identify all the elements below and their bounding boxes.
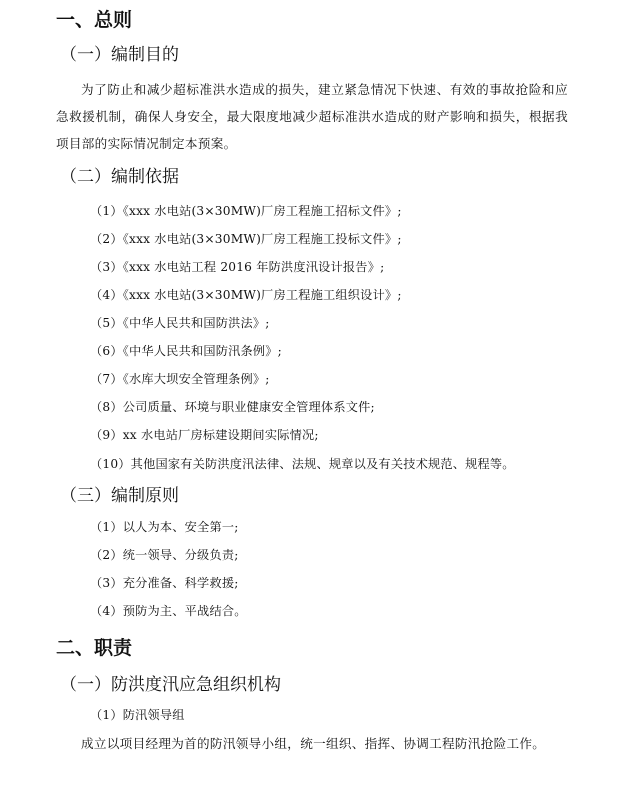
- basis-item: （5）《中华人民共和国防洪法》;: [90, 316, 270, 330]
- basis-item: （3）《xxx 水电站工程 2016 年防洪度汛设计报告》;: [90, 260, 385, 274]
- basis-item: （2）《xxx 水电站(3×30MW)厂房工程施工投标文件》;: [90, 232, 402, 246]
- principle-item: （4）预防为主、平战结合。: [90, 604, 247, 618]
- section-1-heading: 一、总则: [56, 9, 133, 31]
- principles-heading: （三）编制原则: [60, 486, 179, 506]
- basis-item: （8）公司质量、环境与职业健康安全管理体系文件;: [90, 400, 375, 414]
- principle-item: （1）以人为本、安全第一;: [90, 520, 239, 534]
- leadership-paragraph: 成立以项目经理为首的防汛领导小组，统一组织、指挥、协调工程防汛抢险工作。: [81, 736, 546, 751]
- basis-item: （10）其他国家有关防洪度汛法律、法规、规章以及有关技术规范、规程等。: [90, 457, 515, 471]
- basis-item: （9）xx 水电站厂房标建设期间实际情况;: [90, 428, 319, 442]
- purpose-heading: （一）编制目的: [60, 45, 179, 65]
- principle-item: （2）统一领导、分级负责;: [90, 548, 239, 562]
- basis-item: （6）《中华人民共和国防汛条例》;: [90, 344, 282, 358]
- purpose-paragraph: 为了防止和减少超标准洪水造成的损失，建立紧急情况下快速、有效的事故抢险和应急救援机制，确保人身安全，最大限度地减少超标准洪水造成的财产影响和损失，根据我项目部的实际情况制定本预案。: [56, 82, 568, 151]
- basis-heading: （二）编制依据: [60, 167, 179, 187]
- organization-heading: （一）防洪度汛应急组织机构: [60, 675, 281, 695]
- basis-item: （7）《水库大坝安全管理条例》;: [90, 372, 270, 386]
- basis-item: （1）《xxx 水电站(3×30MW)厂房工程施工招标文件》;: [90, 204, 402, 218]
- principle-item: （3）充分准备、科学救援;: [90, 576, 239, 590]
- section-2-heading: 二、职责: [56, 637, 133, 659]
- basis-item: （4）《xxx 水电站(3×30MW)厂房工程施工组织设计》;: [90, 288, 402, 302]
- leadership-group-item: （1）防汛领导组: [90, 708, 185, 722]
